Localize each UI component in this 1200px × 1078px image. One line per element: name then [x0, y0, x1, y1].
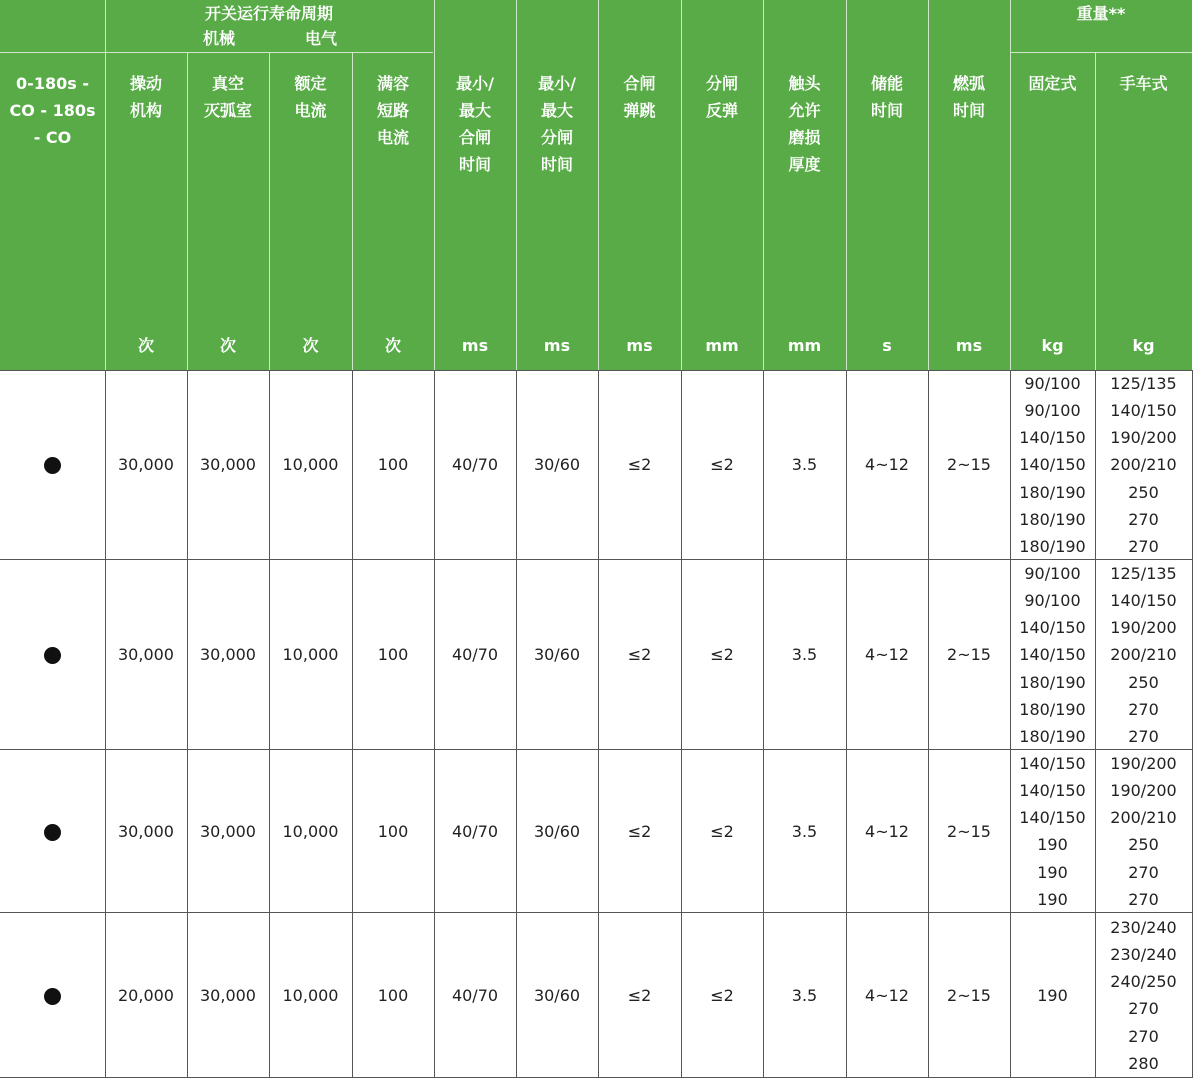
weight-value: 200/210: [1110, 455, 1177, 475]
column-divider: [187, 370, 188, 1078]
fixed-weight-list: [1010, 370, 1095, 560]
table-cell: 10,000: [282, 821, 339, 841]
table-cell: 4~12: [865, 985, 909, 1005]
table-cell: 40/70: [451, 985, 499, 1005]
filled-circle-mark: [44, 457, 61, 474]
table-cell: 3.5: [791, 645, 818, 664]
table-cell: ≤2: [627, 821, 652, 841]
header-column-divider: [928, 0, 929, 370]
table-cell: 10,000: [282, 645, 339, 664]
column-unit: kg: [1132, 336, 1155, 355]
weight-value: 140/150: [1019, 618, 1086, 638]
table-cell: 20,000: [118, 985, 174, 1005]
filled-circle-mark: [44, 647, 61, 664]
weight-value: 140/150: [1110, 400, 1177, 420]
column-divider: [1192, 370, 1193, 1078]
column-header-label: 真空 灭弧室: [203, 74, 252, 120]
column-unit: 次: [384, 336, 401, 355]
table-cell: ≤2: [627, 455, 652, 474]
weight-value: 250: [1128, 835, 1159, 855]
weight-value: 190/200: [1110, 428, 1177, 448]
column-divider: [598, 370, 599, 1078]
column-header-label: 手车式: [1119, 74, 1168, 93]
column-divider: [928, 370, 929, 1078]
weight-value: 190/200: [1110, 618, 1177, 638]
table-cell: ≤2: [710, 821, 734, 841]
weight-value: 190: [1037, 835, 1068, 855]
table-cell: 30/60: [533, 455, 581, 474]
weight-value: 140/150: [1019, 455, 1086, 475]
weight-value: 250: [1128, 482, 1159, 502]
weight-value: 140/150: [1019, 781, 1086, 801]
weight-value: 250: [1128, 672, 1159, 692]
table-cell: 10,000: [282, 455, 339, 474]
weight-value: 140/150: [1019, 645, 1086, 665]
fixed-weight-list: [1010, 560, 1095, 750]
header-column-divider: [1010, 0, 1011, 370]
weight-value: 140/150: [1019, 753, 1086, 773]
table-cell: 2~15: [947, 455, 991, 474]
row-divider: [0, 749, 1192, 750]
table-cell: 30/60: [533, 821, 581, 841]
table-cell: 30/60: [533, 985, 581, 1005]
weight-value: 240/250: [1110, 972, 1177, 992]
table-cell: 100: [377, 821, 409, 841]
weight-value: 90/100: [1024, 563, 1081, 583]
weight-value: 90/100: [1024, 373, 1081, 393]
truck-weight-list: [1095, 750, 1192, 913]
weight-value: 180/190: [1019, 536, 1086, 556]
column-header-label: 合闸 弹跳: [623, 74, 656, 120]
truck-weight-list: [1095, 560, 1192, 750]
table-cell: 10,000: [282, 985, 339, 1005]
weight-value: 125/135: [1110, 373, 1177, 393]
weight-value: 280: [1128, 1053, 1159, 1073]
table-cell: ≤2: [627, 645, 652, 664]
weight-value: 270: [1128, 699, 1159, 719]
weight-value: 180/190: [1019, 726, 1086, 746]
column-unit: mm: [787, 336, 822, 355]
weight-value: 180/190: [1019, 672, 1086, 692]
weight-value: 270: [1128, 509, 1159, 529]
electrical-subtitle: 电气: [304, 29, 337, 48]
row-divider: [0, 912, 1192, 913]
table-cell: 30,000: [200, 821, 256, 841]
header-column-divider: [598, 0, 599, 370]
header-column-divider: [105, 0, 106, 370]
weight-value: 140/150: [1110, 590, 1177, 610]
weight-value: 90/100: [1024, 590, 1081, 610]
weight-value: 230/240: [1110, 917, 1177, 937]
column-divider: [681, 370, 682, 1078]
column-unit: ms: [543, 336, 571, 355]
weight-value: 90/100: [1024, 400, 1081, 420]
header-divider: [0, 52, 105, 53]
table-cell: 30,000: [200, 985, 256, 1005]
row-divider: [0, 370, 1192, 371]
table-cell: 2~15: [947, 645, 991, 664]
table-cell: 30,000: [200, 645, 256, 664]
table-cell: 30,000: [118, 821, 174, 841]
table-cell: 100: [377, 455, 409, 474]
weight-value: 180/190: [1019, 509, 1086, 529]
row-divider: [0, 559, 1192, 560]
weight-value: 270: [1128, 862, 1159, 882]
table-cell: ≤2: [710, 455, 734, 474]
filled-circle-mark: [44, 824, 61, 841]
table-cell: 2~15: [947, 821, 991, 841]
column-header-label: 操动 机构: [129, 74, 162, 120]
column-header-label: 满容 短路 电流: [376, 74, 409, 147]
weight-value: 270: [1128, 999, 1159, 1019]
column-unit: ms: [626, 336, 653, 355]
column-divider: [516, 370, 517, 1078]
weight-value: 125/135: [1110, 563, 1177, 583]
fixed-weight-list: [1010, 750, 1095, 913]
table-cell: 30,000: [118, 455, 174, 474]
lifecycle-title: 开关运行寿命周期: [204, 4, 333, 23]
header-column-divider: [516, 0, 517, 370]
weight-value: 140/150: [1019, 428, 1086, 448]
column-divider: [434, 370, 435, 1078]
column-header-label: 燃弧 时间: [952, 74, 985, 120]
column-header-label: 最小/ 最大 分闸 时间: [538, 74, 576, 174]
weight-value: 190/200: [1110, 781, 1177, 801]
table-cell: 40/70: [451, 645, 499, 664]
table-cell: ≤2: [627, 985, 652, 1005]
header-column-divider: [352, 52, 353, 370]
column-unit: mm: [705, 336, 739, 355]
column-header-label: 储能 时间: [870, 74, 903, 120]
column-divider: [846, 370, 847, 1078]
filled-circle-mark: [44, 988, 61, 1005]
table-cell: 100: [377, 985, 409, 1005]
table-cell: ≤2: [710, 645, 734, 664]
weight-title: 重量**: [1076, 4, 1126, 23]
table-cell: 30/60: [533, 645, 581, 664]
column-unit: ms: [461, 336, 489, 355]
column-unit: kg: [1041, 336, 1064, 355]
table-cell: 4~12: [865, 821, 909, 841]
header-divider: [1010, 52, 1192, 53]
weight-value: 270: [1128, 1026, 1159, 1046]
weight-value: 200/210: [1110, 645, 1177, 665]
mechanical-subtitle: 机械: [202, 29, 235, 48]
weight-value: 190: [1037, 889, 1068, 909]
weight-value: 230/240: [1110, 945, 1177, 965]
column-unit: 次: [302, 336, 319, 355]
column-divider: [763, 370, 764, 1078]
header-column-divider: [434, 0, 435, 370]
truck-weight-list: [1095, 914, 1192, 1077]
table-cell: 3.5: [791, 821, 818, 841]
header-column-divider: [763, 0, 764, 370]
table-cell: 3.5: [791, 985, 818, 1005]
column-unit: 次: [137, 336, 154, 355]
weight-value: 190: [1037, 985, 1068, 1005]
column-unit: 次: [219, 336, 236, 355]
weight-value: 190/200: [1110, 753, 1177, 773]
weight-value: 270: [1128, 889, 1159, 909]
table-cell: 40/70: [451, 821, 499, 841]
column-header-label: 分闸 反弹: [705, 74, 738, 120]
column-header-label: 触头 允许 磨损 厚度: [788, 74, 821, 174]
table-cell: 4~12: [865, 645, 909, 664]
column-header-label: 固定式: [1028, 74, 1077, 93]
table-cell: 2~15: [947, 985, 991, 1005]
header-column-divider: [681, 0, 682, 370]
table-cell: 3.5: [791, 455, 818, 474]
column-unit: s: [882, 336, 892, 355]
header-column-divider: [187, 52, 188, 370]
header-column-divider: [269, 52, 270, 370]
weight-value: 190: [1037, 862, 1068, 882]
weight-value: 180/190: [1019, 482, 1086, 502]
column-unit: ms: [955, 336, 983, 355]
column-divider: [352, 370, 353, 1078]
weight-value: 270: [1128, 726, 1159, 746]
column-header-label: 最小/ 最大 合闸 时间: [456, 74, 494, 174]
truck-weight-list: [1095, 370, 1192, 560]
column-divider: [105, 370, 106, 1078]
header-column-divider: [1095, 52, 1096, 370]
column-header-label: 额定 电流: [294, 74, 327, 120]
table-header: [0, 0, 1192, 370]
column-divider: [269, 370, 270, 1078]
column-divider: [1010, 370, 1011, 1078]
table-cell: 30,000: [200, 455, 256, 474]
header-column-divider: [846, 0, 847, 370]
table-cell: ≤2: [710, 985, 734, 1005]
weight-value: 270: [1128, 536, 1159, 556]
column-divider: [1095, 370, 1096, 1078]
fixed-weight-list: [1010, 982, 1095, 1009]
table-cell: 100: [377, 645, 409, 664]
weight-value: 140/150: [1019, 808, 1086, 828]
table-cell: 4~12: [865, 455, 909, 474]
column-header-label: 0-180s - CO - 180s - CO: [9, 74, 96, 147]
weight-value: 200/210: [1110, 808, 1177, 828]
weight-value: 180/190: [1019, 699, 1086, 719]
table-cell: 40/70: [451, 455, 499, 474]
table-cell: 30,000: [118, 645, 174, 664]
